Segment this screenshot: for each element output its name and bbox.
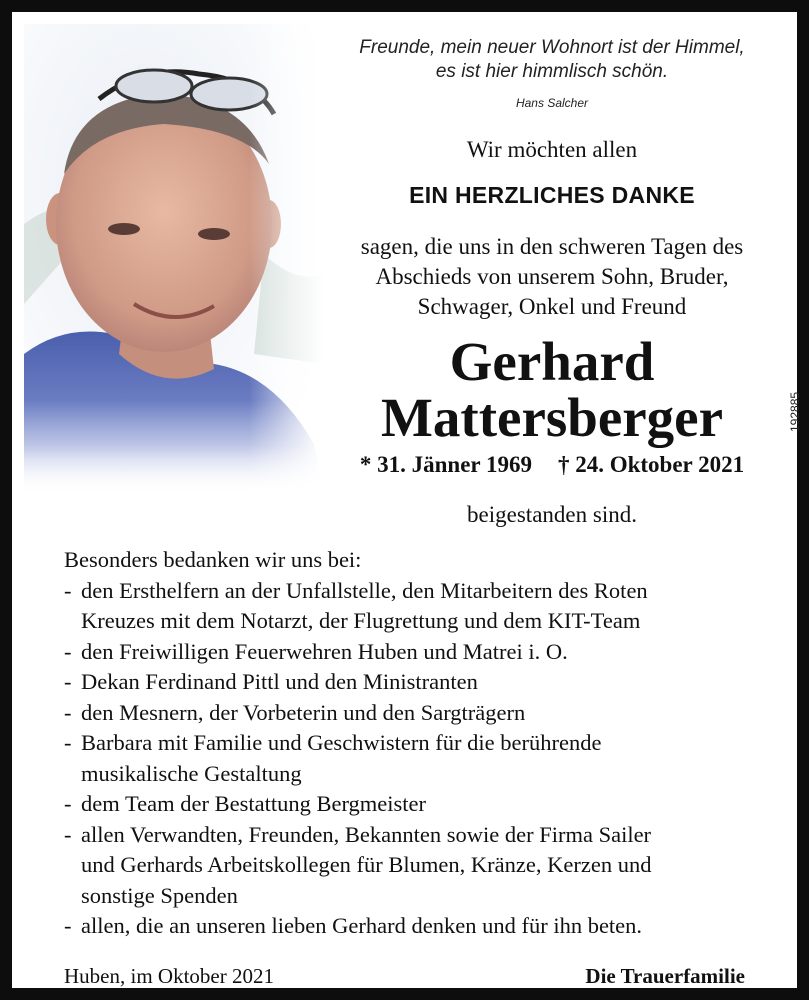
place-date: Huben, im Oktober 2021 [64, 964, 274, 988]
list-dash: - [64, 821, 72, 847]
quote-line-2: es ist hier himmlisch schön. [435, 61, 669, 82]
body-line: Schwager, Onkel und Freund [417, 294, 687, 319]
list-dash: - [64, 913, 72, 938]
list-item-line: musikalische Gestaltung [81, 760, 302, 786]
list-items [64, 576, 784, 942]
last-name: Mattersberger [380, 387, 723, 448]
list-item-line: dem Team der Bestattung Bergmeister [81, 791, 427, 816]
list-dash: - [64, 699, 72, 725]
list-item [64, 698, 784, 729]
list-item-line: allen Verwandten, Freunden, Bekannten sowie der Firma Sailer [81, 821, 652, 847]
list-dash: - [64, 577, 72, 603]
life-dates [302, 452, 802, 478]
list-item [64, 789, 784, 820]
body-line: sagen, die uns in den schweren Tagen des [360, 234, 744, 259]
list-item-line: den Ersthelfern an der Unfallstelle, den Mitarbeitern des Roten [81, 577, 648, 603]
deceased-name [302, 331, 802, 448]
list-dash: - [64, 730, 72, 755]
list-item-line: und Gerhards Arbeitskollegen für Blumen, Kränze, Kerzen und [81, 852, 652, 877]
list-item-line: den Mesnern, der Vorbeterin und den Sargträgern [81, 699, 526, 725]
list-dash: - [64, 669, 72, 694]
list-dash: - [64, 638, 72, 664]
death-date: † 24. Oktober 2021 [557, 452, 745, 477]
list-item-line: den Freiwilligen Feuerwehren Huben und Matrei i. O. [81, 638, 568, 664]
body-text [302, 232, 802, 322]
birth-date: * 31. Jänner 1969 [359, 452, 532, 477]
list-item [64, 911, 784, 942]
signature: Die Trauerfamilie [585, 964, 745, 988]
list-item [64, 637, 784, 668]
thanks-list [64, 545, 784, 942]
intro-text: Wir möchten allen [466, 137, 638, 162]
list-item-line: sonstige Spenden [81, 882, 238, 908]
portrait-photo [24, 24, 324, 494]
list-item-line: Barbara mit Familie und Geschwistern für die berührende [81, 730, 602, 755]
stood-by-text: beigestanden sind. [467, 502, 637, 527]
list-dash: - [64, 791, 72, 816]
list-item-line: Kreuzes mit dem Notarzt, der Flugrettung und dem KIT-Team [81, 608, 641, 633]
thanks-heading: EIN HERZLICHES DANKE [409, 182, 695, 208]
list-item [64, 667, 784, 698]
first-name: Gerhard [449, 331, 655, 392]
list-item [64, 820, 784, 912]
list-heading: Besonders bedanken wir uns bei: [64, 547, 362, 572]
quote-author: Hans Salcher [515, 96, 589, 110]
list-item-line: Dekan Ferdinand Pittl und den Ministranten [81, 669, 478, 694]
list-item [64, 576, 784, 637]
ad-code: 192885 [788, 391, 802, 432]
quote-line-1: Freunde, mein neuer Wohnort ist der Himmel, [359, 37, 745, 58]
body-line: Abschieds von unserem Sohn, Bruder, [375, 264, 729, 289]
list-item [64, 728, 784, 789]
list-item-line: allen, die an unseren lieben Gerhard denken und für ihn beten. [81, 913, 643, 938]
